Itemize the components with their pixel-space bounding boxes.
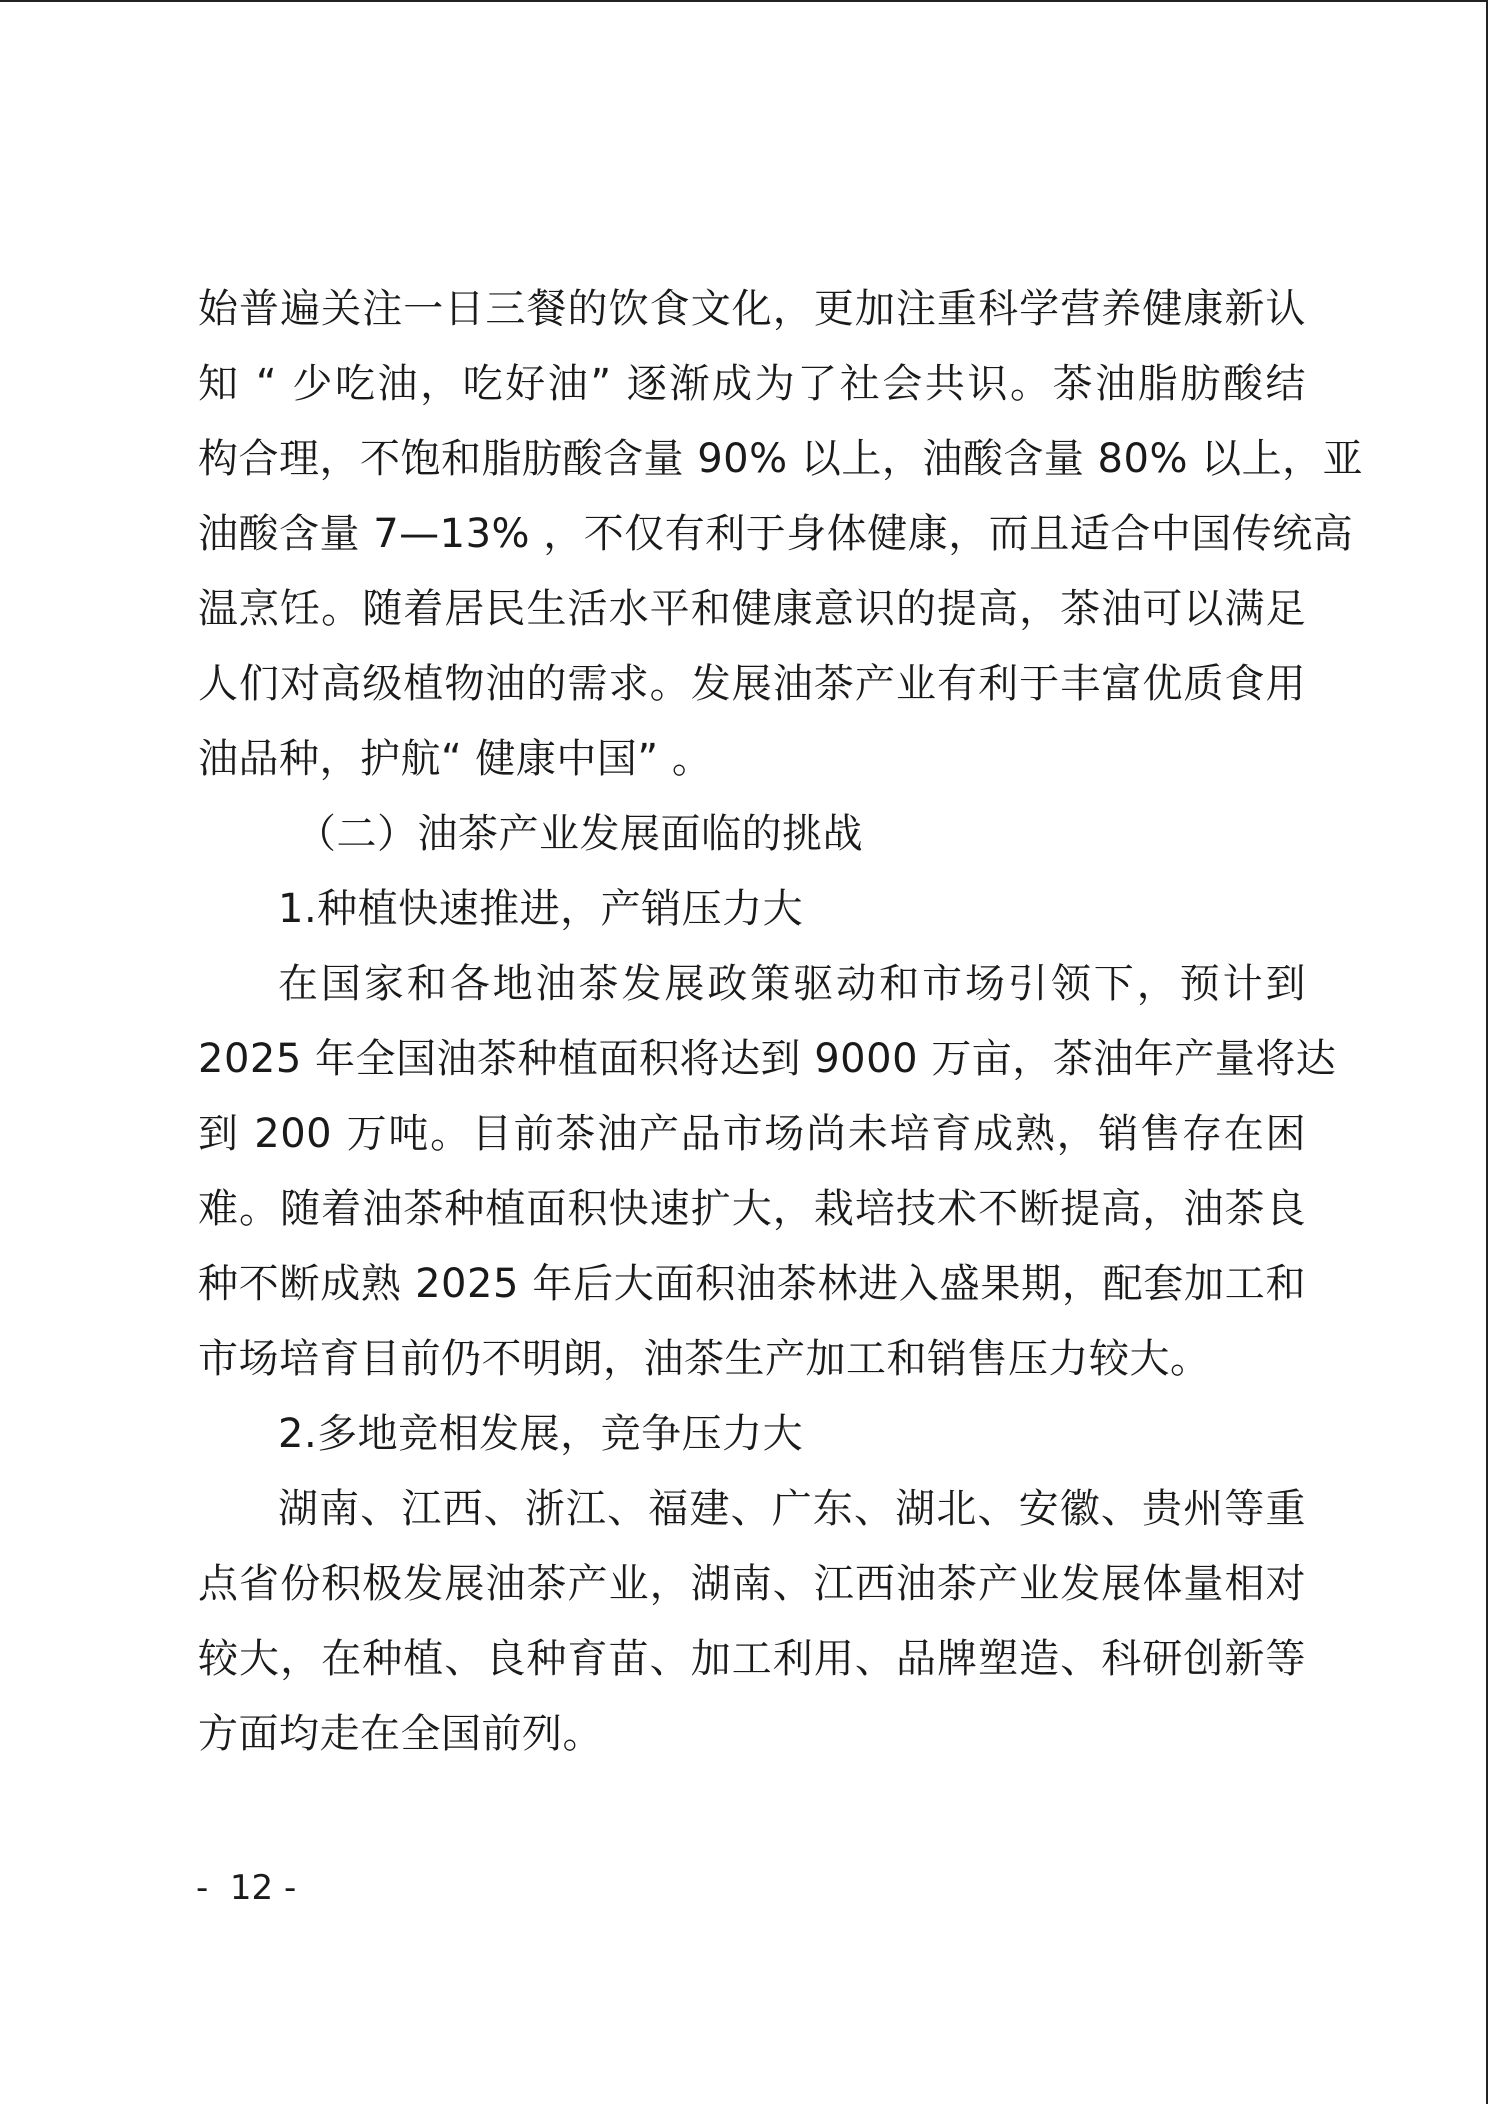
sub-heading-2: 2.多地竞相发展，竞争压力大 (278, 1411, 804, 1457)
text-line: 构合理，不饱和脂肪酸含量 90% 以上，油酸含量 80% 以上，亚 (198, 436, 1364, 482)
text-line: 油酸含量 7—13% ，不仅有利于身体健康，而且适合中国传统高 (198, 511, 1354, 557)
text-line: 种不断成熟 2025 年后大面积油茶林进入盛果期，配套加工和 (198, 1261, 1306, 1307)
sub-heading-1: 1.种植快速推进，产销压力大 (278, 886, 804, 932)
document-body (198, 272, 1364, 1772)
page-number: - 12 - (196, 1868, 297, 1908)
text-line: 始普遍关注一日三餐的饮食文化，更加注重科学营养健康新认 (198, 286, 1306, 332)
text-line: 温烹饪。随着居民生活水平和健康意识的提高，茶油可以满足 (198, 586, 1306, 632)
text-line: 在国家和各地油茶发展政策驱动和市场引领下，预计到 (278, 961, 1306, 1007)
text-line: 到 200 万吨。目前茶油产品市场尚未培育成熟，销售存在困 (198, 1111, 1306, 1157)
text-line: 市场培育目前仍不明朗，油茶生产加工和销售压力较大。 (198, 1336, 1211, 1382)
text-line: 油品种，护航“ 健康中国” 。 (198, 736, 713, 782)
text-line: 较大，在种植、良种育苗、加工利用、品牌塑造、科研创新等 (198, 1636, 1306, 1682)
paragraph-2 (198, 947, 1337, 1397)
paragraph-3 (198, 1472, 1306, 1772)
page-top-border (0, 0, 1488, 2)
text-line: 方面均走在全国前列。 (198, 1711, 603, 1757)
paragraph-1 (198, 272, 1364, 797)
section-heading: （二）油茶产业发展面临的挑战 (296, 811, 863, 857)
text-line: 人们对高级植物油的需求。发展油茶产业有利于丰富优质食用 (198, 661, 1306, 707)
text-line: 知 “ 少吃油，吃好油” 逐渐成为了社会共识。茶油脂肪酸结 (198, 361, 1306, 407)
text-line: 2025 年全国油茶种植面积将达到 9000 万亩，茶油年产量将达 (198, 1036, 1337, 1082)
text-line: 点省份积极发展油茶产业，湖南、江西油茶产业发展体量相对 (198, 1561, 1306, 1607)
text-line: 湖南、江西、浙江、福建、广东、湖北、安徽、贵州等重 (278, 1486, 1306, 1532)
text-line: 难。随着油茶种植面积快速扩大，栽培技术不断提高，油茶良 (198, 1186, 1306, 1232)
